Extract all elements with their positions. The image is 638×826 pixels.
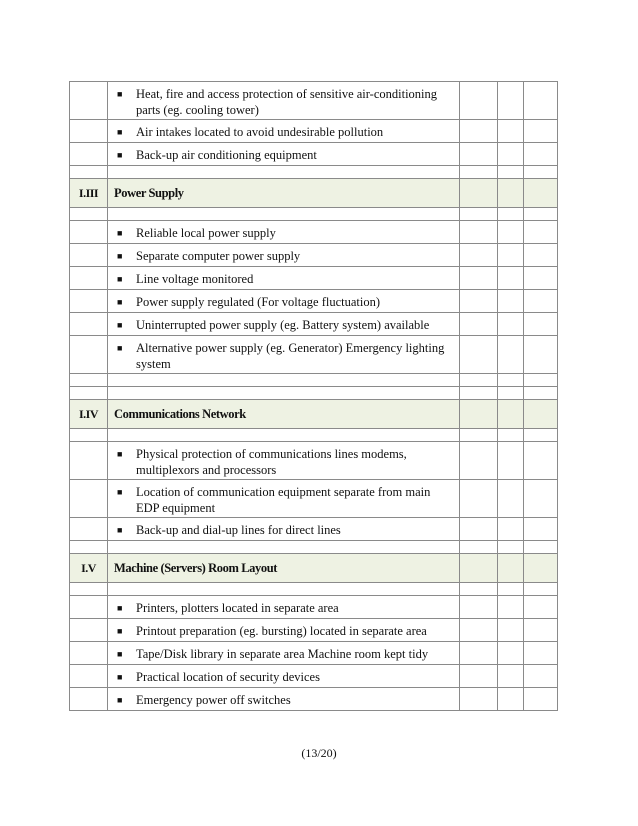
item-text-cell (108, 480, 460, 518)
item-text-cell (108, 267, 460, 290)
bullet-icon: ■ (117, 150, 123, 160)
spacer-row (70, 583, 558, 596)
checklist-item-row (70, 688, 558, 711)
check-col-3 (524, 143, 558, 166)
check-col-2 (498, 583, 524, 596)
check-col-1 (460, 619, 498, 642)
check-col-2 (498, 541, 524, 554)
item-code-cell (70, 596, 108, 619)
check-col-3 (524, 336, 558, 374)
check-col-3 (524, 313, 558, 336)
text-cell (108, 429, 460, 442)
check-col-3 (524, 244, 558, 267)
bullet-icon: ■ (117, 487, 123, 497)
item-label: Uninterrupted power supply (eg. Battery system) available (136, 318, 430, 332)
check-col-2 (498, 400, 524, 429)
item-text-cell (108, 688, 460, 711)
bullet-icon: ■ (117, 449, 123, 459)
check-col-2 (498, 554, 524, 583)
item-text-cell (108, 143, 460, 166)
item-code-cell (70, 688, 108, 711)
check-col-1 (460, 541, 498, 554)
spacer-row (70, 541, 558, 554)
checklist-item-row (70, 336, 558, 374)
code-cell (70, 374, 108, 387)
item-code-cell (70, 120, 108, 143)
checklist-item-row (70, 442, 558, 480)
checklist-item-row (70, 267, 558, 290)
check-col-1 (460, 208, 498, 221)
check-col-2 (498, 221, 524, 244)
check-col-2 (498, 179, 524, 208)
checklist-item-row (70, 221, 558, 244)
check-col-3 (524, 442, 558, 480)
item-code-cell (70, 143, 108, 166)
check-col-3 (524, 179, 558, 208)
section-code: I.III (70, 179, 108, 208)
section-title: Power Supply (108, 179, 460, 208)
item-label: Emergency power off switches (136, 693, 291, 707)
checklist-item-row (70, 290, 558, 313)
check-col-2 (498, 642, 524, 665)
checklist-item-row (70, 665, 558, 688)
item-code-cell (70, 221, 108, 244)
check-col-1 (460, 596, 498, 619)
section-title: Machine (Servers) Room Layout (108, 554, 460, 583)
check-col-3 (524, 267, 558, 290)
checklist-item-row (70, 596, 558, 619)
spacer-row (70, 208, 558, 221)
check-col-1 (460, 518, 498, 541)
item-label: Back-up air conditioning equipment (136, 148, 317, 162)
text-cell (108, 208, 460, 221)
section-title: Communications Network (108, 400, 460, 429)
bullet-icon: ■ (117, 297, 123, 307)
item-code-cell (70, 642, 108, 665)
item-text-cell (108, 290, 460, 313)
check-col-3 (524, 480, 558, 518)
bullet-icon: ■ (117, 228, 123, 238)
check-col-1 (460, 336, 498, 374)
item-code-cell (70, 665, 108, 688)
check-col-3 (524, 518, 558, 541)
item-text-cell (108, 313, 460, 336)
check-col-3 (524, 400, 558, 429)
item-label: Back-up and dial-up lines for direct lines (136, 523, 341, 537)
item-label: Air intakes located to avoid undesirable pollution (136, 125, 384, 139)
item-text-cell (108, 442, 460, 480)
check-col-2 (498, 518, 524, 541)
item-label: Tape/Disk library in separate area Machine room kept tidy (136, 647, 429, 661)
section-header-row (70, 400, 558, 429)
check-col-1 (460, 143, 498, 166)
check-col-2 (498, 166, 524, 179)
code-cell (70, 429, 108, 442)
check-col-1 (460, 688, 498, 711)
check-col-1 (460, 82, 498, 120)
check-col-3 (524, 642, 558, 665)
check-col-2 (498, 244, 524, 267)
bullet-icon: ■ (117, 320, 123, 330)
checklist-item-row (70, 518, 558, 541)
check-col-3 (524, 120, 558, 143)
code-cell (70, 166, 108, 179)
check-col-3 (524, 596, 558, 619)
text-cell (108, 374, 460, 387)
text-cell (108, 541, 460, 554)
spacer-row (70, 374, 558, 387)
check-col-3 (524, 82, 558, 120)
check-col-1 (460, 583, 498, 596)
check-col-3 (524, 665, 558, 688)
check-col-1 (460, 642, 498, 665)
section-code: I.V (70, 554, 108, 583)
spacer-row (70, 166, 558, 179)
checklist-table (69, 81, 558, 711)
item-code-cell (70, 442, 108, 480)
item-code-cell (70, 267, 108, 290)
check-col-3 (524, 166, 558, 179)
bullet-icon: ■ (117, 695, 123, 705)
bullet-icon: ■ (117, 672, 123, 682)
check-col-3 (524, 429, 558, 442)
item-code-cell (70, 336, 108, 374)
item-text-cell (108, 221, 460, 244)
check-col-2 (498, 313, 524, 336)
code-cell (70, 541, 108, 554)
checklist-item-row (70, 244, 558, 267)
bullet-icon: ■ (117, 343, 123, 353)
item-label: Practical location of security devices (136, 670, 320, 684)
item-code-cell (70, 518, 108, 541)
section-code: I.IV (70, 400, 108, 429)
checklist-item-row (70, 143, 558, 166)
check-col-1 (460, 400, 498, 429)
check-col-3 (524, 221, 558, 244)
item-code-cell (70, 82, 108, 120)
item-code-cell (70, 480, 108, 518)
check-col-1 (460, 442, 498, 480)
check-col-2 (498, 688, 524, 711)
item-code-cell (70, 290, 108, 313)
check-col-2 (498, 336, 524, 374)
checklist-item-row (70, 82, 558, 120)
bullet-icon: ■ (117, 274, 123, 284)
code-cell (70, 208, 108, 221)
spacer-row (70, 429, 558, 442)
check-col-2 (498, 82, 524, 120)
item-code-cell (70, 244, 108, 267)
check-col-2 (498, 290, 524, 313)
check-col-2 (498, 387, 524, 400)
check-col-1 (460, 313, 498, 336)
item-text-cell (108, 619, 460, 642)
check-col-1 (460, 120, 498, 143)
check-col-2 (498, 442, 524, 480)
checklist-item-row (70, 480, 558, 518)
check-col-3 (524, 541, 558, 554)
check-col-3 (524, 387, 558, 400)
item-label: Line voltage monitored (136, 272, 254, 286)
check-col-2 (498, 120, 524, 143)
check-col-1 (460, 179, 498, 208)
check-col-1 (460, 665, 498, 688)
bullet-icon: ■ (117, 525, 123, 535)
bullet-icon: ■ (117, 127, 123, 137)
check-col-1 (460, 429, 498, 442)
check-col-1 (460, 554, 498, 583)
check-col-2 (498, 374, 524, 387)
spacer-row (70, 387, 558, 400)
bullet-icon: ■ (117, 603, 123, 613)
check-col-1 (460, 290, 498, 313)
check-col-1 (460, 244, 498, 267)
item-code-cell (70, 619, 108, 642)
item-text-cell (108, 596, 460, 619)
item-text-cell (108, 82, 460, 120)
item-code-cell (70, 313, 108, 336)
item-label: Heat, fire and access protection of sensitive air-conditioning parts (eg. cooling tower) (136, 87, 438, 117)
item-label: Printers, plotters located in separate area (136, 601, 339, 615)
check-col-1 (460, 166, 498, 179)
check-col-3 (524, 554, 558, 583)
page-number: (13/20) (301, 746, 337, 760)
bullet-icon: ■ (117, 649, 123, 659)
section-header-row (70, 179, 558, 208)
check-col-3 (524, 688, 558, 711)
check-col-1 (460, 267, 498, 290)
bullet-icon: ■ (117, 626, 123, 636)
check-col-3 (524, 208, 558, 221)
check-col-1 (460, 387, 498, 400)
item-label: Separate computer power supply (136, 249, 301, 263)
check-col-2 (498, 267, 524, 290)
check-col-1 (460, 374, 498, 387)
item-label: Alternative power supply (eg. Generator) Emergency lighting system (136, 341, 445, 371)
check-col-2 (498, 429, 524, 442)
check-col-3 (524, 374, 558, 387)
check-col-1 (460, 480, 498, 518)
item-text-cell (108, 642, 460, 665)
item-text-cell (108, 120, 460, 143)
check-col-2 (498, 480, 524, 518)
item-text-cell (108, 665, 460, 688)
code-cell (70, 583, 108, 596)
check-col-2 (498, 665, 524, 688)
check-col-2 (498, 143, 524, 166)
check-col-1 (460, 221, 498, 244)
checklist-item-row (70, 313, 558, 336)
item-label: Printout preparation (eg. bursting) located in separate area (136, 624, 427, 638)
item-text-cell (108, 336, 460, 374)
checklist-item-row (70, 120, 558, 143)
check-col-3 (524, 583, 558, 596)
item-label: Location of communication equipment separate from main EDP equipment (136, 485, 431, 515)
text-cell (108, 583, 460, 596)
checklist-body (70, 82, 558, 711)
check-col-3 (524, 290, 558, 313)
check-col-3 (524, 619, 558, 642)
bullet-icon: ■ (117, 89, 123, 99)
check-col-2 (498, 596, 524, 619)
item-label: Physical protection of communications lines modems, multiplexors and processors (136, 447, 407, 477)
check-col-2 (498, 208, 524, 221)
text-cell (108, 166, 460, 179)
text-cell (108, 387, 460, 400)
item-label: Reliable local power supply (136, 226, 276, 240)
checklist-item-row (70, 619, 558, 642)
bullet-icon: ■ (117, 251, 123, 261)
section-header-row (70, 554, 558, 583)
code-cell (70, 387, 108, 400)
check-col-2 (498, 619, 524, 642)
item-label: Power supply regulated (For voltage fluctuation) (136, 295, 381, 309)
item-text-cell (108, 244, 460, 267)
checklist-item-row (70, 642, 558, 665)
item-text-cell (108, 518, 460, 541)
